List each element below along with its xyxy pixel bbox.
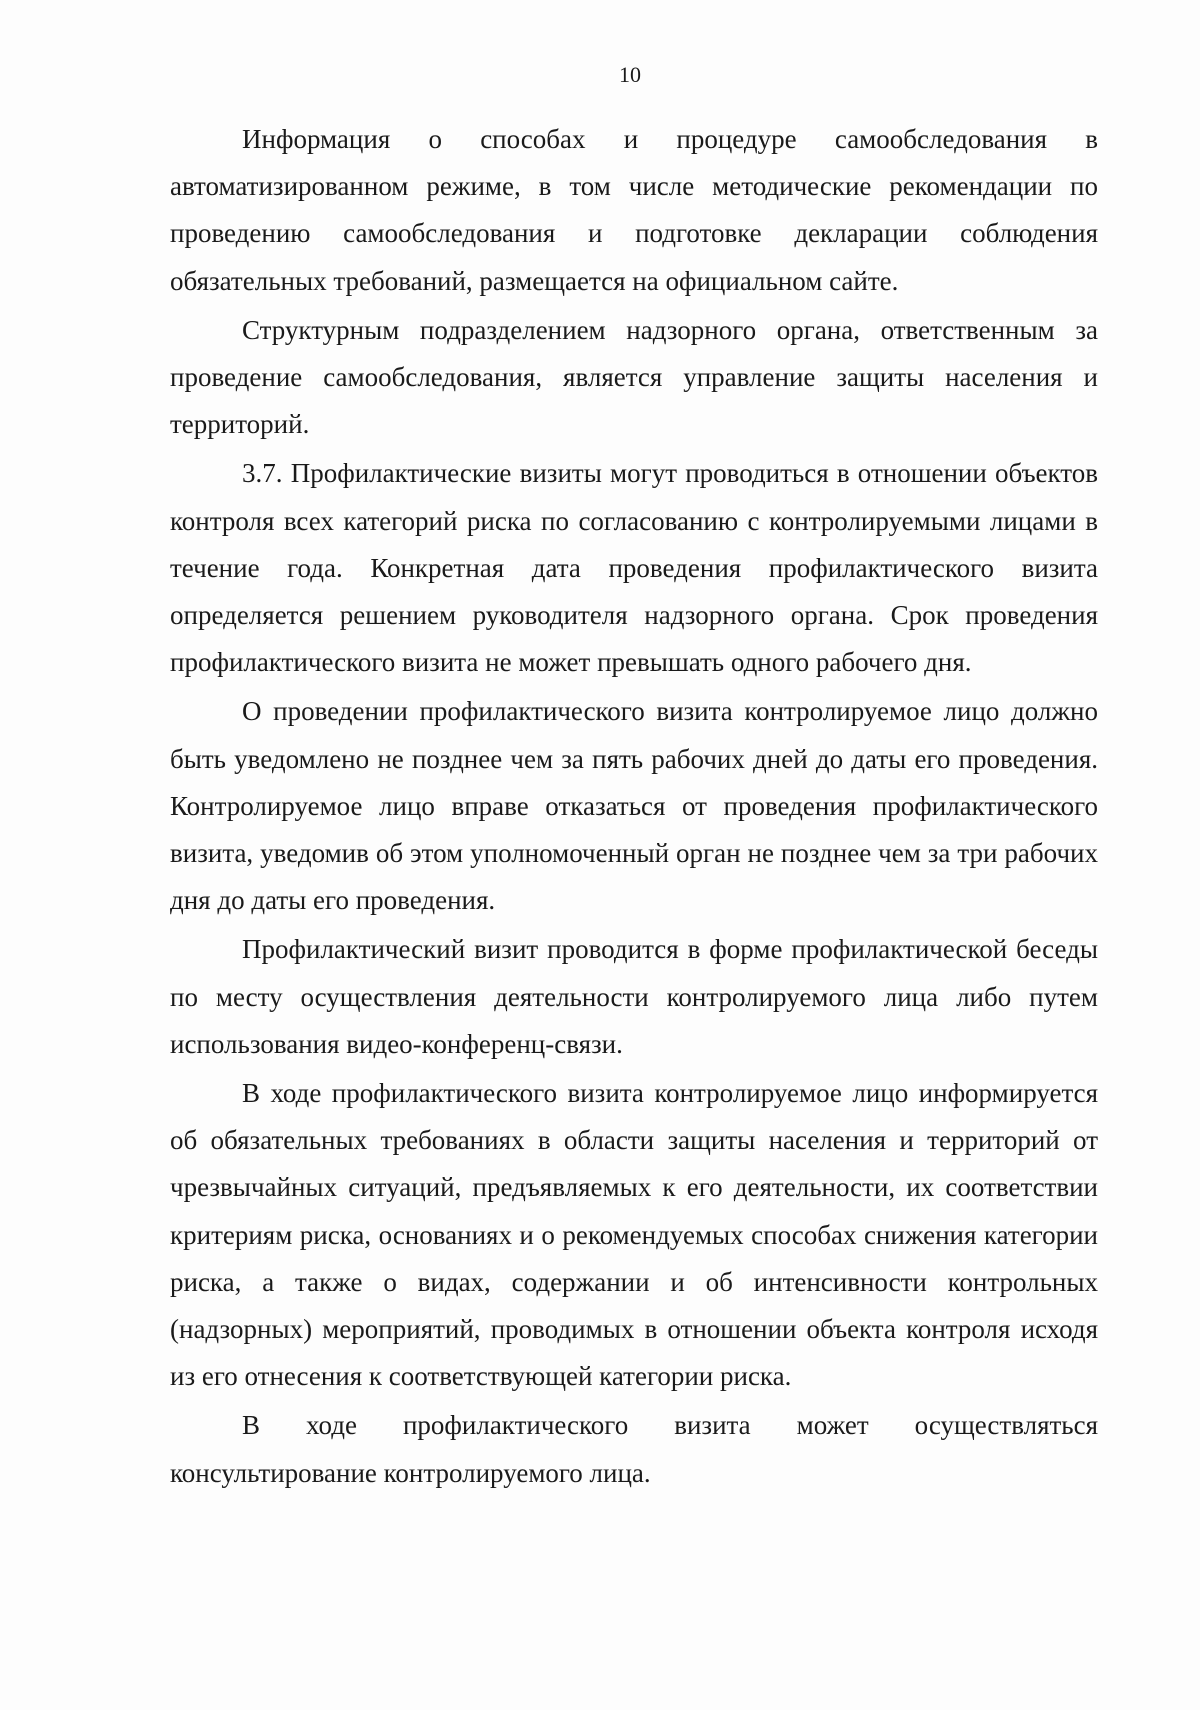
paragraph-visit-consulting: В ходе профилактического визита может осуществляться консультирование контролируемого лица. xyxy=(170,1410,1098,1488)
document-body xyxy=(170,116,1098,1499)
page-number: 10 xyxy=(619,62,641,87)
paragraph-self-inspection-info: Информация о способах и процедуре самообследования в автоматизированном режиме, в том числе методические рекомендации по проведению самообследования и подготовке декларации соблюдения обязательных требований, размещается на официальном сайте. xyxy=(170,124,1098,296)
paragraph-visit-informing: В ходе профилактического визита контролируемое лицо информируется об обязательных требованиях в области защиты населения и территорий от чрезвычайных ситуаций, предъявляемых к его деятельности, их соответствии критериям риска, основаниях и о рекомендуемых способах снижения категории риска, а также о видах, содержании и об интенсивности контрольных (надзорных) мероприятий, проводимых в отношении объекта контроля исходя из его отнесения к соответствующей категории риска. xyxy=(170,1078,1098,1392)
paragraph-visit-form: Профилактический визит проводится в форме профилактической беседы по месту осуществления деятельности контролируемого лица либо путем использования видео-конференц-связи. xyxy=(170,934,1098,1059)
paragraph-responsible-unit: Структурным подразделением надзорного органа, ответственным за проведение самообследования, является управление защиты населения и территорий. xyxy=(170,314,1098,440)
paragraph-visit-notification: О проведении профилактического визита контролируемое лицо должно быть уведомлено не позднее чем за пять рабочих дней до даты его проведения. Контролируемое лицо вправе отказаться от проведения профилактического визита, уведомив об этом уполномоченный орган не позднее чем за три рабочих дня до даты его проведения. xyxy=(170,696,1098,916)
paragraph-3-7-preventive-visits: 3.7. Профилактические визиты могут проводиться в отношении объектов контроля всех категорий риска по согласованию с контролируемыми лицами в течение года. Конкретная дата проведения профилактического визита определяется решением руководителя надзорного органа. Срок проведения профилактического визита не может превышать одного рабочего дня. xyxy=(170,458,1098,678)
